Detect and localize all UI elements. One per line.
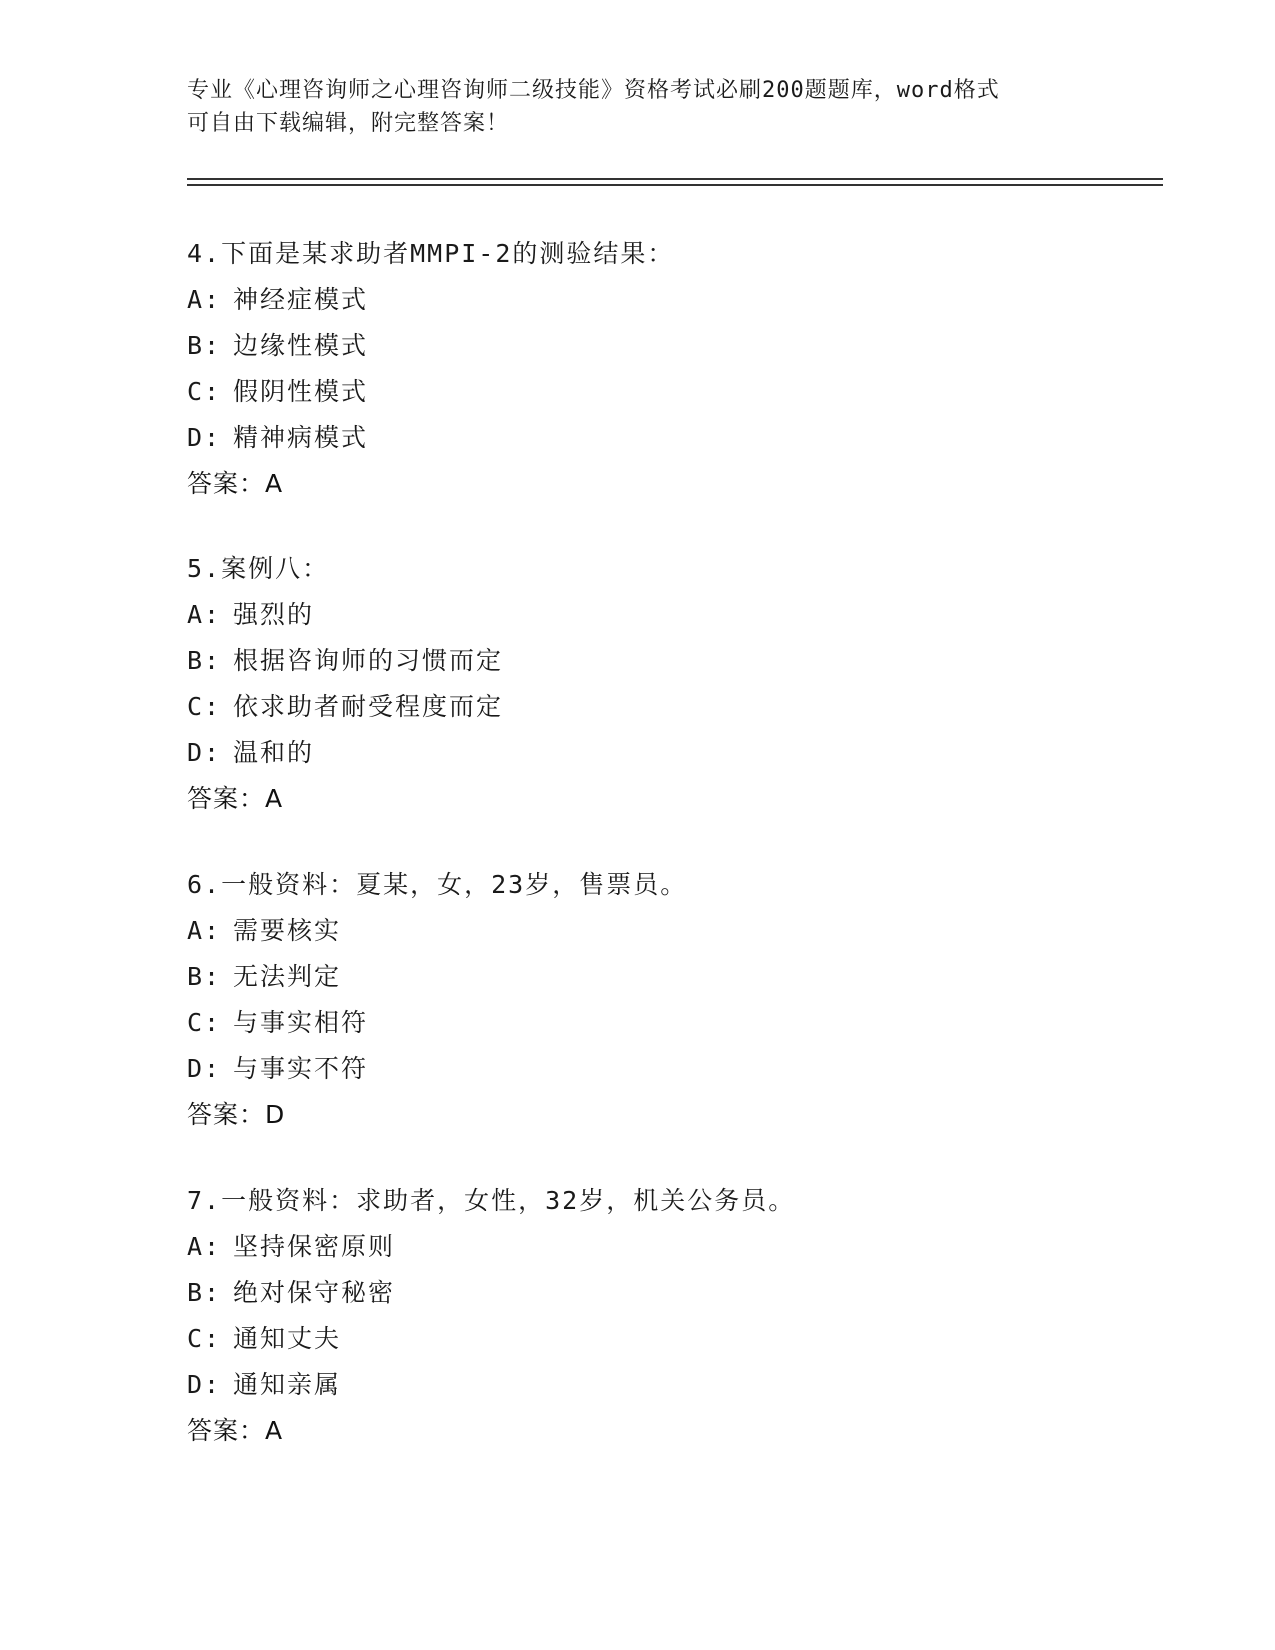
option-a — [187, 277, 1137, 323]
option-b — [187, 1270, 1137, 1316]
option-d — [187, 415, 1137, 461]
question-stem: 4.下面是某求助者MMPI-2的测验结果： — [187, 239, 675, 268]
option-b — [187, 638, 1137, 684]
option-text: 需要核实 — [233, 916, 342, 945]
option-c — [187, 1316, 1137, 1362]
question-7 — [187, 1178, 1137, 1454]
option-text: 依求助者耐受程度而定 — [233, 692, 504, 721]
question-6 — [187, 862, 1137, 1138]
option-b — [187, 323, 1137, 369]
option-letter: D: — [187, 1054, 222, 1083]
option-letter: B: — [187, 646, 222, 675]
option-letter: D: — [187, 738, 222, 767]
option-letter: C: — [187, 692, 222, 721]
option-letter: A: — [187, 600, 222, 629]
option-text: 通知亲属 — [233, 1370, 342, 1399]
option-text: 精神病模式 — [233, 423, 369, 452]
option-letter: B: — [187, 1278, 222, 1307]
option-letter: A: — [187, 916, 222, 945]
question-5 — [187, 546, 1137, 822]
option-text: 绝对保守秘密 — [233, 1278, 396, 1307]
option-d — [187, 1362, 1137, 1408]
answer-label: 答案：A — [187, 469, 284, 498]
option-text: 与事实不符 — [233, 1054, 369, 1083]
option-c — [187, 1000, 1137, 1046]
question-stem: 6.一般资料：夏某，女，23岁，售票员。 — [187, 870, 688, 899]
option-d — [187, 1046, 1137, 1092]
option-c — [187, 369, 1137, 415]
option-text: 根据咨询师的习惯而定 — [233, 646, 504, 675]
question-stem: 7.一般资料：求助者，女性，32岁，机关公务员。 — [187, 1186, 796, 1215]
option-b — [187, 954, 1137, 1000]
option-letter: B: — [187, 962, 222, 991]
option-letter: C: — [187, 1324, 222, 1353]
option-text: 神经症模式 — [233, 285, 369, 314]
option-text: 假阴性模式 — [233, 377, 369, 406]
option-d — [187, 730, 1137, 776]
option-letter: A: — [187, 1232, 222, 1261]
option-a — [187, 592, 1137, 638]
option-letter: C: — [187, 377, 222, 406]
option-text: 温和的 — [233, 738, 315, 767]
option-letter: C: — [187, 1008, 222, 1037]
option-text: 通知丈夫 — [233, 1324, 342, 1353]
option-letter: A: — [187, 285, 222, 314]
header-line-2: 可自由下载编辑，附完整答案！ — [187, 111, 510, 136]
option-letter: D: — [187, 423, 222, 452]
header-divider-top — [187, 178, 1163, 180]
option-text: 与事实相符 — [233, 1008, 369, 1037]
answer-label: 答案：D — [187, 1100, 286, 1129]
option-a — [187, 1224, 1137, 1270]
option-text: 强烈的 — [233, 600, 315, 629]
question-4 — [187, 231, 1137, 507]
option-text: 无法判定 — [233, 962, 342, 991]
answer-label: 答案：A — [187, 784, 284, 813]
option-a — [187, 908, 1137, 954]
option-text: 坚持保密原则 — [233, 1232, 396, 1261]
answer-label: 答案：A — [187, 1416, 284, 1445]
header-line-1: 专业《心理咨询师之心理咨询师二级技能》资格考试必刷200题题库，word格式 — [187, 78, 1000, 103]
option-text: 边缘性模式 — [233, 331, 369, 360]
option-c — [187, 684, 1137, 730]
header-divider-bottom — [187, 184, 1163, 186]
question-stem: 5.案例八： — [187, 554, 330, 583]
option-letter: B: — [187, 331, 222, 360]
document-header — [187, 74, 1087, 140]
option-letter: D: — [187, 1370, 222, 1399]
